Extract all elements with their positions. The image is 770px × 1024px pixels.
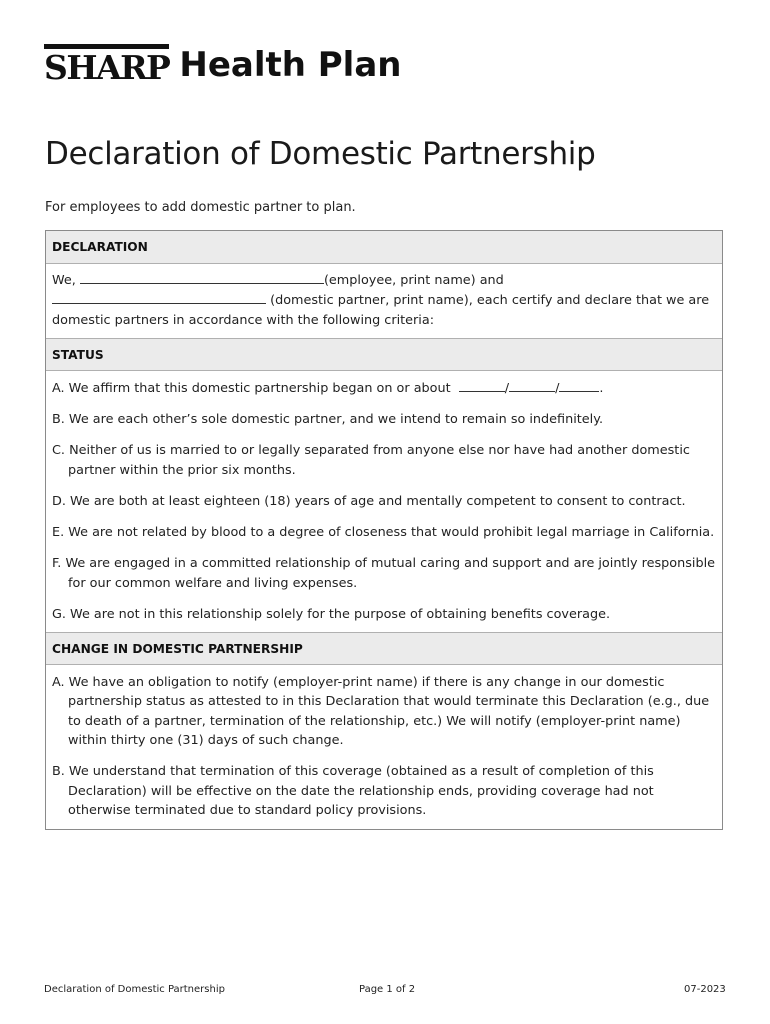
date-end: . xyxy=(599,381,604,397)
date-month-field[interactable] xyxy=(459,378,505,392)
partner-name-field[interactable] xyxy=(52,290,266,304)
section-heading-declaration: DECLARATION xyxy=(46,231,722,264)
change-item-a: A. We have an obligation to notify (employer-print name) if there is any change in our domestic partnership status as attested to in this Declaration that would terminate this Declaration (e.g., due to death of a partner, termination of the relationship, etc.) We will notify (employer-print name) within thirty one (31) days of such change. xyxy=(52,675,710,749)
date-day-field[interactable] xyxy=(509,378,555,392)
footer-revision-date: 07-2023 xyxy=(684,984,726,995)
status-item-c: C. Neither of us is married to or legally separated from anyone else nor have had another domestic partner within the prior six months. xyxy=(52,443,690,478)
employee-name-field[interactable] xyxy=(80,270,324,284)
logo-product: Health Plan xyxy=(179,45,402,85)
footer-document-title: Declaration of Domestic Partnership xyxy=(44,984,225,995)
section-heading-change: CHANGE IN DOMESTIC PARTNERSHIP xyxy=(46,632,722,665)
declaration-body xyxy=(46,264,722,338)
status-item-d: D. We are both at least eighteen (18) years of age and mentally competent to consent to contract. xyxy=(52,493,686,509)
status-item-f: F. We are engaged in a committed relationship of mutual caring and support and are jointly responsible for our common welfare and living expenses. xyxy=(52,556,716,591)
date-separator: / xyxy=(555,381,560,397)
logo-brand: SHARP xyxy=(44,44,169,86)
section-heading-status: STATUS xyxy=(46,338,722,371)
form-box xyxy=(45,230,723,830)
status-item-g: G. We are not in this relationship solely for the purpose of obtaining benefits coverage. xyxy=(52,606,611,622)
footer-page-number: Page 1 of 2 xyxy=(359,984,416,995)
employee-label: (employee, print name) and xyxy=(323,273,504,288)
status-body xyxy=(46,371,722,632)
status-item-a xyxy=(52,378,716,398)
sharp-health-plan-logo xyxy=(44,44,402,88)
status-item-a-text: A. We affirm that this domestic partnership began on or about xyxy=(52,381,451,397)
status-item-e: E. We are not related by blood to a degree of closeness that would prohibit legal marriage in California. xyxy=(52,525,715,540)
change-item-b: B. We understand that termination of this coverage (obtained as a result of completion of this Declaration) will be effective on the date the relationship ends, providing coverage had not otherwise terminated due to standard policy provisions. xyxy=(52,764,654,819)
declaration-we: We, xyxy=(52,273,76,288)
status-item-b: B. We are each other’s sole domestic partner, and we intend to remain so indefinitely. xyxy=(52,412,604,428)
page-subtitle: For employees to add domestic partner to plan. xyxy=(45,200,356,215)
page-title: Declaration of Domestic Partnership xyxy=(45,136,596,172)
declaration-text xyxy=(52,270,716,330)
date-separator: / xyxy=(504,381,510,397)
change-body xyxy=(46,665,722,829)
declaration-rest: (domestic partner, print name), each certify and declare that we are domestic partners in accordance with the following criteria: xyxy=(52,293,710,328)
date-year-field[interactable] xyxy=(559,378,599,392)
